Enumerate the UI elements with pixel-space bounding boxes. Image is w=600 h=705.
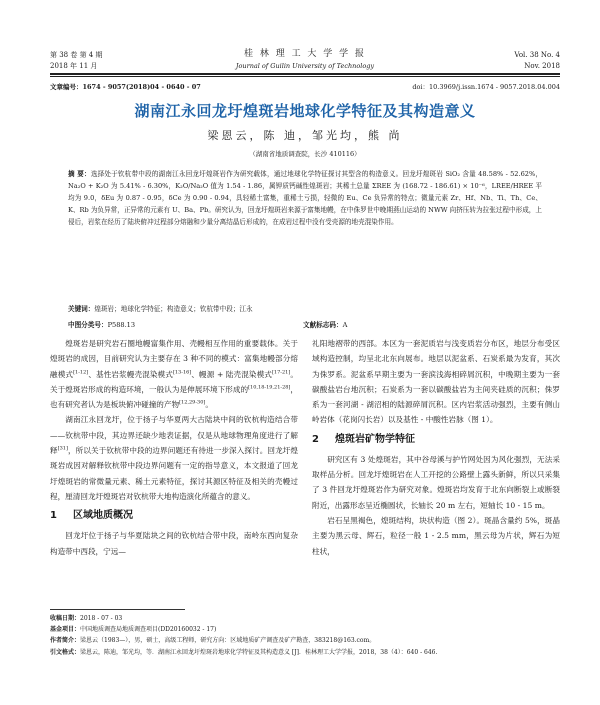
body-left-column [50,336,298,559]
keywords-text: 煌斑岩；地球化学特征；构造意义；钦杭带中段；江永 [94,305,253,313]
journal-name-cn: 桂 林 理 工 大 学 学 报 [243,49,367,59]
section-title: 煌斑岩矿物学特征 [334,433,415,445]
clc-label: 中图分类号： [68,321,108,329]
volume-issue-cn: 第 38 卷 第 4 期 [50,51,103,59]
citation[interactable]: [17-21] [271,369,291,376]
authors: 梁恩云，陈 迪，邹光均，熊 尚 [207,129,403,142]
journal-name-en: Journal of Guilin University of Technology [235,62,375,70]
paragraph: 回龙圩位于扬子与华夏陆块之间的钦杭结合带中段，南岭东西向复杂构造带中西段，宁远— [50,531,298,556]
abstract-label: 摘 要： [68,170,91,178]
citation[interactable]: [10,18-19,21-28] [248,384,291,391]
keywords-label: 关键词： [68,305,95,313]
citation[interactable]: [13-16] [172,369,192,376]
header-rule [50,73,560,75]
received-date: 收稿日期：2018 - 07 - 03 [50,615,123,622]
paragraph: 礼阳地褶带的西部。本区为一套泥质岩与浅变质岩分布区，地层分布受区域构造控制，均呈北北东向展布。地层以泥盆系、石炭系最为发育，其次为侏罗系。泥盆系早期主要为一套滨浅海相碎屑沉积，中晚期主要为一套碳酸盐岩台地沉积；石炭系为一套以碳酸盐岩为主间夹硅质的沉积；侏罗系为一套河湖 - 湖沼相的陆源碎屑沉积。区内岩浆活动强烈，主要有侧山岭岩体（花岗闪长岩）以及基性 - 中酸性岩脉（图 1）。 [312,339,560,425]
paragraph: 岩石呈黑褐色，煌斑结构，块状构造（图 2）。斑晶含量约 5%，斑晶主要为黑云母、辉石，粒径一般 1 - 2.5 mm，黑云母为片状，辉石为短柱状， [312,515,560,556]
classification [68,319,542,331]
doc-code-value: A [342,321,348,329]
footnotes [50,613,560,658]
citation-format: 引文格式：梁恩云，陈迪，邹光均，等．湖南江永回龙圩煌斑岩地球化学特征及其构造意义 [J]．桂林理工大学学报，2018，38（4）：640 - 646. [50,648,438,656]
paragraph: 煌斑岩是研究岩石圈地幔富集作用、壳幔相互作用的重要载体。关于煌斑岩的成因，目前研究认为主要存在 3 种不同的模式：富集地幔部分熔融模式[1-12]、基性岩浆幔壳混染模式[13-16]、幔源 + 陆壳混染模式[17-21]。关于煌斑岩形成的构造环境，一般认为是伸展环境下形成的[10,18-19,21-28]，也有研究者认为是板块俯冲碰撞的产物[12,29-30]。 [50,339,299,410]
article-number: 文章编号：1674 - 9057(2018)04 - 0640 - 07 [50,83,201,91]
body-right-column [312,336,560,559]
doi[interactable]: doi：10.3969/j.issn.1674 - 9057.2018.04.004 [412,83,560,91]
section-heading-1 [50,508,298,524]
footnote-rule [50,609,185,610]
affiliation: （湖南省地质调查院，长沙 410116） [249,150,361,158]
abstract-text: 选择处于钦杭带中段的湖南江永回龙圩煌斑岩作为研究载体，通过地球化学特征探讨其型含的构造意义。回龙圩煌斑岩 SiO₂ 含量 48.58% - 52.62%，Na₂O + K₂O 为 5.41% - 6.30%，K₂O/Na₂O 值为 1.54 - 1.86，属钾质钙碱性煌斑岩；其稀土总量 ΣREE 为 (168.72 - 186.61) × 10⁻⁶，LREE/HREE 平均为 9.0，δEu 为 0.87 - 0.95，δCe 为 0.90 - 0.94，具轻稀土富集，重稀土亏损，轻微的 Eu、Ce 负异常的特点；微量元素 Zr、Hf、Nb、Ti、Th、Ce、K、Rb 为负异常，正异常的元素有 U、Ba、Pb。研究认为，回龙圩煌斑岩来源于富集地幔，在中侏罗世中晚期燕山运动的 NWW 向挤压转为拉张过程中形成，上侵后，岩浆在经历了陆块俯冲过程部分熔融和少量分离结晶后形成的，在成岩过程中没有受壳源的地壳混染作用。 [68,170,543,227]
citation[interactable]: [1-12] [73,369,89,376]
section-number: 1 [50,510,57,522]
date-en: Nov. 2018 [524,62,560,70]
section-number: 2 [312,433,319,445]
header-rule-thin [50,76,560,77]
date-cn: 2018 年 11 月 [50,62,98,70]
abstract [68,168,542,228]
section-title: 区域地质概况 [72,510,133,522]
doc-code-label: 文献标志码： [303,321,343,329]
paragraph: 湖南江永回龙圩，位于扬子与华夏两大古陆块中间的钦杭构造结合带——钦杭带中段，其边界还缺少地表证据，仅是从地球物理角度进行了解释[31]，所以关于钦杭带中段的边界问题还有待进一步深入探讨。回龙圩煌斑岩成因对解释钦杭带中段边界问题有一定的指导意义，本文报道了回龙圩煌斑岩的常微量元素、稀土元素特征，探讨其源区特征及相关的壳幔过程，厘清回龙圩煌斑岩对钦杭带大地构造演化所蕴含的意义。 [50,415,298,501]
paper-title: 湖南江永回龙圩煌斑岩地球化学特征及其构造意义 [134,102,476,120]
clc-value: P588.13 [107,321,136,329]
keywords [68,303,542,315]
citation[interactable]: [31] [57,445,68,452]
paragraph: 研究区有 3 处煌斑岩，其中谷母溪与护竹网处因为风化强烈，无法采取样品分析。回龙圩煌斑岩在人工开挖的公路壁上露头新鲜，所以只采集了 3 件回龙圩煌斑岩作为研究对象。煌斑岩均发育于北东向断裂上或断裂附近，出露形态呈近椭圆状，长轴长 20 m 左右，短轴长 10 - 15 m。 [312,454,560,510]
fund-project: 基金项目：中国地质调查局地质调查项目(DD20160032 - 17) [50,626,217,634]
author-bio: 作者简介：梁恩云（1983—），男，硕士，高级工程师，研究方向：区域地质矿产调查及矿产勘查，383218@163.com。 [50,637,376,645]
section-heading-2 [312,432,560,448]
citation[interactable]: [12,29-30] [179,399,206,406]
volume-issue-en: Vol. 38 No. 4 [514,51,560,59]
